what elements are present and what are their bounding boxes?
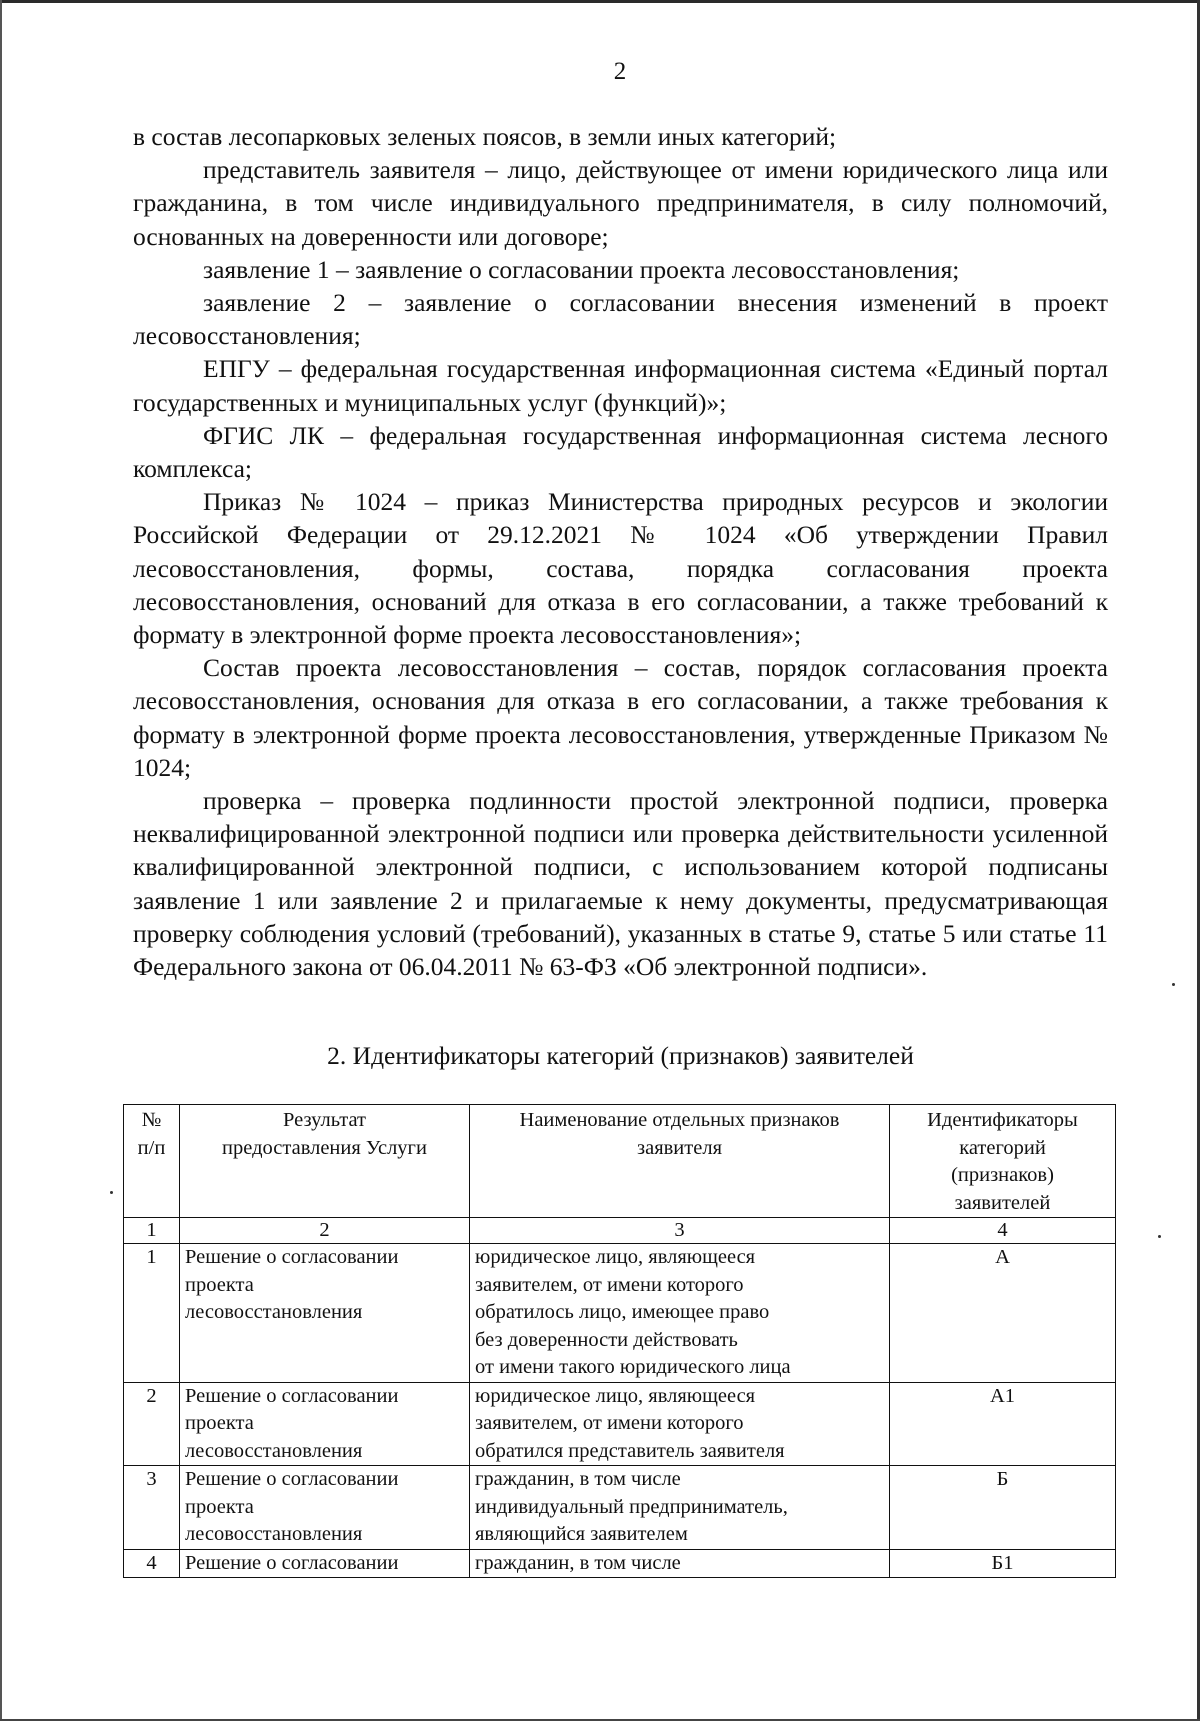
row-identifier: Б1 xyxy=(890,1549,1116,1578)
paragraph: заявление 2 – заявление о согласовании внесения изменений в проект лесовосстановления; xyxy=(133,288,1108,351)
scan-edge-left xyxy=(0,0,2,1721)
column-number: 3 xyxy=(470,1218,890,1244)
row-result: Решение о согласовании проекта лесовосстановления xyxy=(180,1466,470,1550)
header-cell-identifiers: Идентификаторы категорий (признаков) заявителей xyxy=(890,1105,1116,1218)
paragraph: в состав лесопарковых зеленых поясов, в земли иных категорий; xyxy=(133,122,837,151)
paragraph: Состав проекта лесовосстановления – состав, порядок согласования проекта лесовосстановления, основания для отказа в его согласовании, а также требования к формату в электронной форме проекта лесовосстановления, утвержденные Приказом № 1024; xyxy=(133,653,1108,782)
scan-speck xyxy=(1172,983,1175,986)
table-row xyxy=(124,1382,1116,1466)
paragraph: ФГИС ЛК – федеральная государственная информационная система лесного комплекса; xyxy=(133,420,1108,484)
body-text xyxy=(133,120,1108,983)
table-row xyxy=(124,1549,1116,1578)
row-number: 3 xyxy=(124,1466,180,1550)
section-title: 2. Идентификаторы категорий (признаков) заявителей xyxy=(327,1041,914,1070)
header-cell-attributes: Наименование отдельных признаков заявителя xyxy=(470,1105,890,1218)
row-identifier: А1 xyxy=(890,1382,1116,1466)
row-attributes: юридическое лицо, являющееся заявителем, от имени которого обратился представитель заявителя xyxy=(470,1382,890,1466)
column-number: 1 xyxy=(124,1218,180,1244)
paragraph: проверка – проверка подлинности простой электронной подписи, проверка неквалифицированной электронной подписи или проверка действительности усиленной квалифицированной электронной подписи, с использованием которой подписаны заявление 1 или заявление 2 и прилагаемые к нему документы, предусматривающая проверку соблюдения условий (требований), указанных в статье 9, статье 5 или статье 11 Федерального закона от 06.04.2011 № 63-ФЗ «Об электронной подписи». xyxy=(133,786,1108,982)
row-identifier: Б xyxy=(890,1466,1116,1550)
paragraph: заявление 1 – заявление о согласовании проекта лесовосстановления; xyxy=(203,254,960,284)
row-attributes: гражданин, в том числе индивидуальный предприниматель, являющийся заявителем xyxy=(470,1466,890,1550)
table-row xyxy=(124,1244,1116,1383)
row-number: 2 xyxy=(124,1382,180,1466)
column-number: 2 xyxy=(180,1218,470,1244)
column-number: 4 xyxy=(890,1218,1116,1244)
column-numbers-row xyxy=(124,1218,1116,1244)
header-cell-number: № п/п xyxy=(124,1105,180,1218)
row-result: Решение о согласовании xyxy=(180,1549,470,1578)
table-header-row xyxy=(124,1105,1116,1218)
row-number: 1 xyxy=(124,1244,180,1383)
scan-speck xyxy=(1158,1235,1161,1238)
table-row xyxy=(124,1466,1116,1550)
header-cell-result: Результат предоставления Услуги xyxy=(180,1105,470,1218)
row-attributes: гражданин, в том числе xyxy=(470,1549,890,1578)
paragraph: ЕПГУ – федеральная государственная информационная система «Единый портал государственных и муниципальных услуг (функций)»; xyxy=(133,354,1108,417)
row-identifier: А xyxy=(890,1244,1116,1383)
row-result: Решение о согласовании проекта лесовосстановления xyxy=(180,1382,470,1466)
scan-edge-top xyxy=(0,0,1200,3)
paragraph: представитель заявителя – лицо, действующее от имени юридического лица или гражданина, в том числе индивидуального предпринимателя, в силу полномочий, основанных на доверенности или договоре; xyxy=(133,155,1108,251)
paragraph: Приказ № 1024 – приказ Министерства природных ресурсов и экологии Российской Федерации от 29.12.2021 № 1024 «Об утверждении Правил лесовосстановления, формы, состава, порядка согласования проекта лесовосстановления, оснований для отказа в его согласовании, а также требований к формату в электронной форме проекта лесовосстановления»; xyxy=(133,487,1108,650)
row-result: Решение о согласовании проекта лесовосстановления xyxy=(180,1244,470,1383)
scan-speck xyxy=(110,1191,113,1194)
applicant-categories-table xyxy=(123,1104,1116,1578)
row-attributes: юридическое лицо, являющееся заявителем, от имени которого обратилось лицо, имеющее право без доверенности действовать от имени такого юридического лица xyxy=(470,1244,890,1383)
page-number: 2 xyxy=(613,58,627,85)
row-number: 4 xyxy=(124,1549,180,1578)
